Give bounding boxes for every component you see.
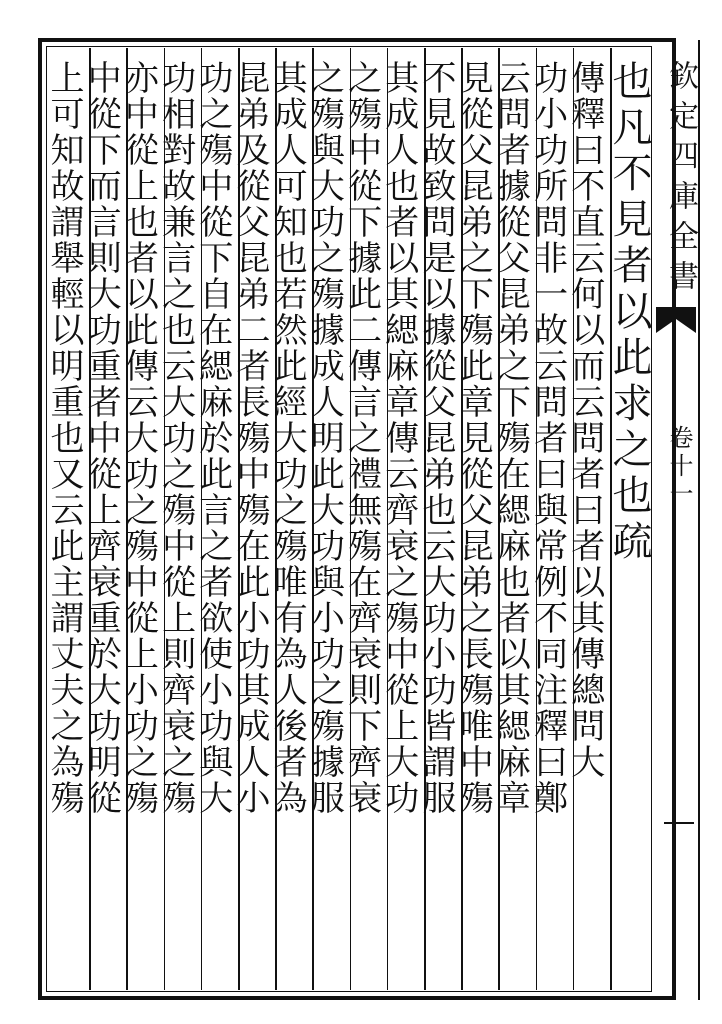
text-column: 不見故致問是以據從父昆弟也云大功小功皆謂服 [415, 60, 456, 816]
text-column: 亦中從上也者以此傳云大功之殤中從上小功之殤 [118, 60, 159, 816]
page-edge-rule [698, 40, 700, 1000]
text-column: 之殤中從下據此二傳言之禮無殤在齊衰則下齊衰 [341, 60, 382, 816]
text-column: 云問者據從父昆弟之下殤在緦麻也者以其緦麻章 [490, 60, 531, 816]
text-column: 中從下而言則大功重者中從上齊衰重於大功明從 [81, 60, 122, 816]
margin-tick [664, 822, 694, 824]
text-column: 其成人也者以其緦麻章傳云齊衰之殤中從上大功 [378, 60, 419, 816]
text-column: 傳釋曰不直云何以而云問者曰者以其傳總問大 [564, 60, 605, 780]
text-column: 昆弟及從父昆弟二者長殤中殤在此小功其成人小 [229, 60, 270, 816]
text-column: 見從父昆弟之下殤此章見從父昆弟之長殤唯中殤 [453, 60, 494, 816]
text-column: 功相對故兼言之也云大功之殤中從上則齊衰之殤 [155, 60, 196, 816]
text-column: 也凡不見者以此求之也疏 [605, 60, 652, 566]
text-column: 其成人可知也若然此經大功之殤唯有為人後者為 [267, 60, 308, 816]
text-column: 功小功所問非一故云問者曰與常例不同注釋曰鄭 [527, 60, 568, 816]
text-column: 之殤與大功之殤據成人明此大功與小功之殤據服 [304, 60, 345, 816]
book-title: 欽定四庫全書 [663, 60, 698, 300]
text-column: 功之殤中從下自在緦麻於此言之者欲使小功與大 [192, 60, 233, 816]
volume-label: 卷十一 [665, 425, 693, 509]
text-column: 上可知故謂舉輕以明重也又云此主謂丈夫之為殤 [43, 60, 84, 816]
fishtail-mark-icon [654, 305, 698, 335]
